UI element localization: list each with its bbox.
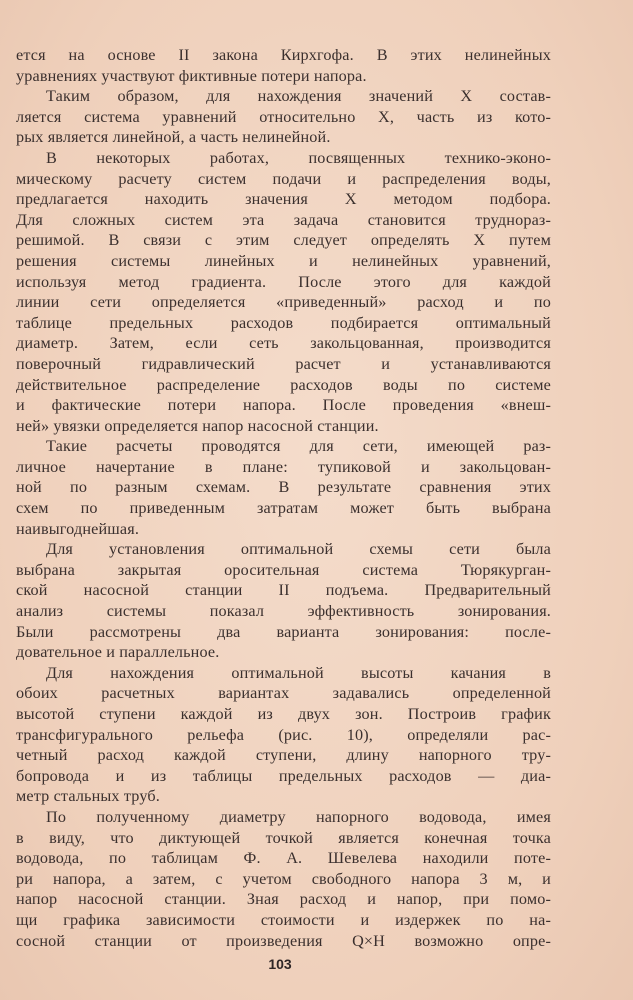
text-line: высотой ступени каждой из двух зон. Построив график bbox=[16, 705, 551, 723]
text-line: водовода, по таблицам Ф. А. Шевелева находили поте- bbox=[16, 849, 551, 868]
text-line: трансфигурального рельефа (рис. 10), определяли рас- bbox=[16, 725, 551, 744]
text-line: таблице предельных расходов подбирается оптимальный bbox=[16, 313, 551, 332]
text-line: уравнениях участвуют фиктивные потери напора. bbox=[16, 66, 367, 85]
paragraph bbox=[16, 807, 551, 951]
paragraph bbox=[16, 86, 551, 148]
page-body bbox=[16, 45, 551, 951]
text-line: диаметр. Затем, если сеть закольцованная, производится bbox=[16, 334, 551, 353]
text-line: решимой. В связи с этим следует определять X путем bbox=[16, 231, 551, 250]
text-line: выбрана закрытая оросительная система Тюрякурган- bbox=[16, 560, 551, 579]
text-line: в виду, что диктующей точкой является конечная точка bbox=[16, 828, 551, 847]
text-line: ней» увязки определяется напор насосной станции. bbox=[16, 416, 379, 435]
text-line: напор насосной станции. Зная расход и напор, при помо- bbox=[16, 890, 551, 909]
text-line: поверочный гидравлический расчет и устанавливаются bbox=[16, 354, 551, 373]
paragraph bbox=[16, 539, 551, 663]
paragraph bbox=[16, 663, 551, 807]
text-line: ляется система уравнений относительно X, часть из кото- bbox=[16, 107, 551, 126]
text-line: Таким образом, для нахождения значений X состав- bbox=[46, 87, 551, 106]
text-line: рых является линейной, а часть нелинейной. bbox=[16, 128, 331, 147]
text-line: щи графика зависимости стоимости и издержек по на- bbox=[16, 910, 551, 929]
text-line: мическому расчету систем подачи и распределения воды, bbox=[16, 169, 551, 188]
text-line: анализ системы показал эффективность зонирования. bbox=[16, 602, 551, 621]
text-line: довательное и параллельное. bbox=[16, 643, 220, 662]
text-line: линии сети определяется «приведенный» расход и по bbox=[16, 293, 551, 312]
paragraph bbox=[16, 436, 551, 539]
text-line: метр стальных труб. bbox=[16, 787, 160, 806]
text-line: наивыгоднейшая. bbox=[16, 519, 140, 538]
text-line: ется на основе II закона Кирхгофа. В этих нелинейных bbox=[16, 46, 551, 64]
text-line: Для сложных систем эта задача становится труднораз- bbox=[16, 210, 551, 229]
text-line: бопровода и из таблицы предельных расходов — диа- bbox=[16, 766, 551, 785]
text-line: ной по разным схемам. В результате сравнения этих bbox=[16, 478, 551, 497]
text-line: четный расход каждой ступени, длину напорного тру- bbox=[16, 746, 551, 765]
text-line: схем по приведенным затратам может быть выбрана bbox=[16, 499, 551, 518]
text-line: В некоторых работах, посвященных технико-эконо- bbox=[46, 148, 551, 167]
text-line: сосной станции от произведения Q×H возможно опре- bbox=[16, 931, 551, 950]
text-line: По полученному диаметру напорного водовода, имея bbox=[46, 807, 551, 826]
text-line: ри напора, а затем, с учетом свободного напора 3 м, и bbox=[16, 869, 551, 888]
text-line: Для нахождения оптимальной высоты качания в bbox=[46, 663, 551, 682]
text-line: Такие расчеты проводятся для сети, имеющей раз- bbox=[46, 437, 551, 456]
text-line: используя метод градиента. После этого для каждой bbox=[16, 272, 551, 291]
text-line: ской насосной станции II подъема. Предварительный bbox=[16, 581, 551, 600]
text-line: и фактические потери напора. После проведения «внеш- bbox=[16, 396, 551, 415]
text-line: Были рассмотрены два варианта зонирования: после- bbox=[16, 622, 551, 641]
text-line: Для установления оптимальной схемы сети была bbox=[46, 540, 551, 559]
text-line: действительное распределение расходов воды по системе bbox=[16, 375, 551, 394]
text-line: предлагается находить значения X методом подбора. bbox=[16, 190, 551, 209]
paragraph bbox=[16, 45, 551, 86]
text-line: решения системы линейных и нелинейных уравнений, bbox=[16, 251, 551, 270]
text-line: обоих расчетных вариантах задавались определенной bbox=[16, 684, 551, 703]
paragraph bbox=[16, 148, 551, 436]
page-number: 103 bbox=[268, 956, 292, 972]
text-line: личное начертание в плане: тупиковой и закольцован- bbox=[16, 457, 551, 476]
